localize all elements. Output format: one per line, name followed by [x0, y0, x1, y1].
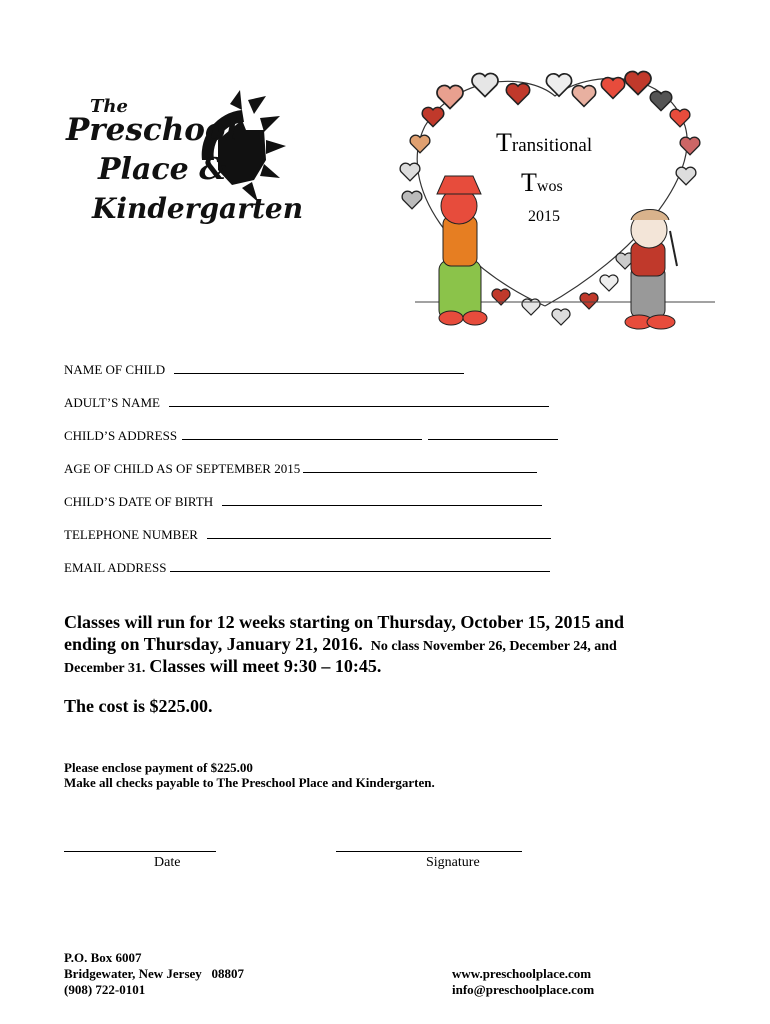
heart-garland-illustration	[395, 66, 725, 336]
field-line[interactable]	[182, 427, 422, 440]
field-line-2[interactable]	[428, 427, 558, 440]
right-child-figure	[625, 210, 677, 330]
classes-line-2	[64, 634, 617, 655]
footer-website[interactable]: www.preschoolplace.com	[452, 966, 592, 981]
footer-phone: (908) 722-0101	[64, 982, 146, 997]
footer-city: Bridgewater, New Jersey 08807	[64, 966, 245, 981]
footer-email[interactable]: info@preschoolplace.com	[452, 982, 595, 997]
field-label: EMAIL ADDRESS	[64, 560, 167, 575]
field-date-of-birth[interactable]	[64, 493, 542, 510]
left-child-figure	[437, 176, 487, 325]
field-label: CHILD’S DATE OF BIRTH	[64, 494, 214, 509]
logo-the: The	[90, 96, 128, 117]
title-initial-2: T	[521, 168, 537, 197]
title-rest-2: wos	[536, 178, 563, 195]
logo-place: Place &	[98, 152, 227, 187]
title-year: 2015	[528, 208, 560, 225]
logo-kindergarten: Kindergarten	[92, 192, 304, 225]
cost-text: The cost is $225.00.	[64, 696, 213, 716]
payment-line-1: Please enclose payment of $225.00	[64, 760, 253, 775]
signature-label: Signature	[426, 855, 480, 870]
field-line[interactable]	[207, 526, 551, 539]
field-telephone[interactable]	[64, 526, 551, 543]
date-line[interactable]	[64, 851, 216, 852]
field-line[interactable]	[170, 559, 550, 572]
title-twos	[521, 168, 563, 198]
logo	[62, 90, 304, 250]
classes-time: Classes will meet 9:30 – 10:45.	[149, 656, 382, 676]
title-initial-1: T	[496, 128, 512, 157]
field-label: AGE OF CHILD AS OF SEPTEMBER 2015	[64, 461, 301, 476]
field-line[interactable]	[303, 460, 537, 473]
field-line[interactable]	[174, 361, 464, 374]
field-label: NAME OF CHILD	[64, 362, 166, 377]
logo-preschool: Preschool	[66, 112, 238, 148]
title-rest-1: ransitional	[511, 135, 593, 156]
payment-line-2: Make all checks payable to The Preschool Place and Kindergarten.	[64, 775, 435, 790]
field-line[interactable]	[169, 394, 549, 407]
footer-po-box: P.O. Box 6007	[64, 950, 142, 965]
field-adults-name[interactable]	[64, 394, 549, 411]
field-childs-address[interactable]	[64, 427, 558, 444]
field-age-of-child[interactable]	[64, 460, 537, 477]
classes-dec31: December 31.	[64, 661, 146, 676]
field-label: ADULT’S NAME	[64, 395, 160, 410]
field-email[interactable]	[64, 559, 550, 576]
field-line[interactable]	[222, 493, 542, 506]
field-name-of-child[interactable]	[64, 361, 464, 378]
classes-end-date: ending on Thursday, January 21, 2016.	[64, 634, 363, 654]
title-transitional	[496, 128, 592, 158]
field-label: TELEPHONE NUMBER	[64, 527, 198, 542]
classes-line-3	[64, 656, 381, 677]
classes-line-1: Classes will run for 12 weeks starting on Thursday, October 15, 2015 and	[64, 612, 625, 632]
field-label: CHILD’S ADDRESS	[64, 428, 178, 443]
classes-no-class: No class November 26, December 24, and	[370, 639, 617, 654]
date-label: Date	[154, 855, 181, 870]
signature-line[interactable]	[336, 851, 522, 852]
